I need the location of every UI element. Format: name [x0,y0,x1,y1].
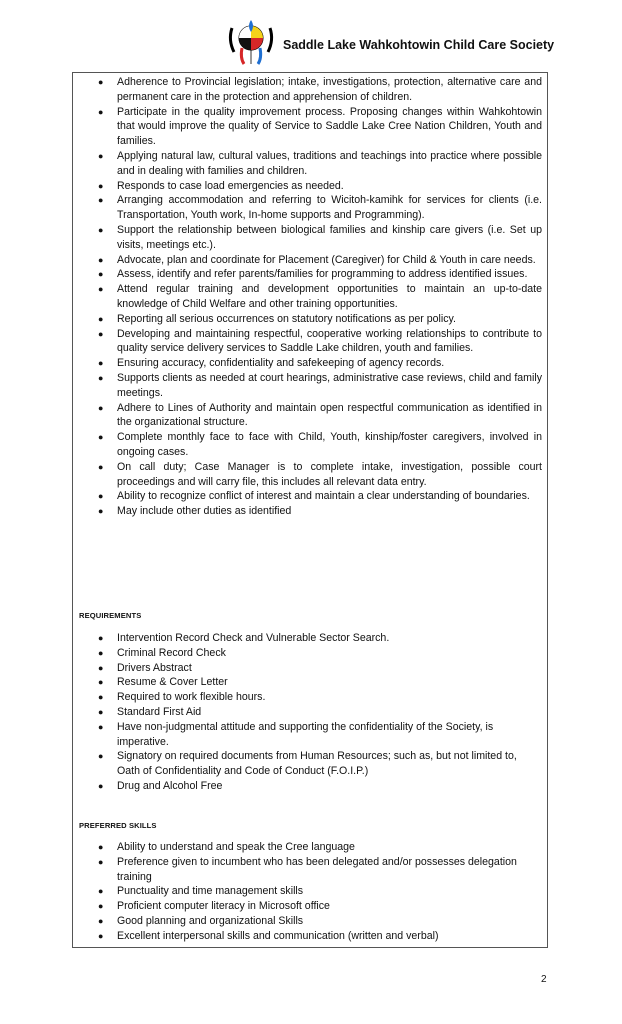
list-item: ● Applying natural law, cultural values, traditions and teachings into practice where possible and in dealing with families and children. [117,149,542,179]
list-item: ● Good planning and organizational Skills [117,914,542,929]
content-frame [72,72,548,948]
list-item: ● Support the relationship between biological families and kinship care givers (i.e. Set up visits, meetings etc.). [117,223,542,253]
list-item: ● Adherence to Provincial legislation; intake, investigations, protection, alternative care and permanent care in the protection and apprehension of children. [117,75,542,105]
preferred-skills-heading: PREFERRED SKILLS [79,821,157,830]
list-item: ● Signatory on required documents from Human Resources; such as, but not limited to, Oath of Confidentiality and Code of Conduct (F.O.I.P.) [117,749,542,779]
list-item: ● Ability to understand and speak the Cree language [117,840,542,855]
list-item: ● Attend regular training and development opportunities to maintain an up-to-date knowledge of Child Welfare and other training opportunities. [117,282,542,312]
page-header [226,18,556,66]
duties-list [117,75,542,519]
list-item: ● Participate in the quality improvement process. Proposing changes within Wahkohtowin that would improve the quality of Service to Saddle Lake Cree Nation Children, Youth and families. [117,105,542,149]
list-item: ● Assess, identify and refer parents/families for programming to address identified issues. [117,267,542,282]
list-item: ● Drug and Alcohol Free [117,779,542,794]
page-number: 2 [541,974,547,985]
list-item: ● Arranging accommodation and referring to Wicitoh-kamihk for services for clients (i.e. Transportation, Youth work, In-home supports and Programming). [117,193,542,223]
list-item: ● Proficient computer literacy in Microsoft office [117,899,542,914]
requirements-list [117,631,542,794]
list-item: ● Intervention Record Check and Vulnerable Sector Search. [117,631,542,646]
medicine-wheel-feather-logo-icon [226,18,276,66]
preferred-skills-list [117,840,542,944]
list-item: ● May include other duties as identified [117,504,542,519]
list-item: ● On call duty; Case Manager is to complete intake, investigation, possible court proceedings and will carry file, this includes all relevant data entry. [117,460,542,490]
list-item: ● Supports clients as needed at court hearings, administrative case reviews, child and family meetings. [117,371,542,401]
list-item: ● Criminal Record Check [117,646,542,661]
list-item: ● Have non-judgmental attitude and supporting the confidentiality of the Society, is imperative. [117,720,542,750]
list-item: ● Advocate, plan and coordinate for Placement (Caregiver) for Child & Youth in care needs. [117,253,542,268]
list-item: ● Punctuality and time management skills [117,884,542,899]
list-item: ● Drivers Abstract [117,661,542,676]
organization-name: Saddle Lake Wahkohtowin Child Care Society [283,38,555,52]
list-item: ● Developing and maintaining respectful, cooperative working relationships to contribute to quality service delivery services to Saddle Lake children, youth and families. [117,327,542,357]
list-item: ● Ability to recognize conflict of interest and maintain a clear understanding of boundaries. [117,489,542,504]
list-item: ● Resume & Cover Letter [117,675,542,690]
list-item: ● Standard First Aid [117,705,542,720]
list-item: ● Preference given to incumbent who has been delegated and/or possesses delegation training [117,855,542,885]
list-item: ● Required to work flexible hours. [117,690,542,705]
list-item: ● Reporting all serious occurrences on statutory notifications as per policy. [117,312,542,327]
list-item: ● Complete monthly face to face with Child, Youth, kinship/foster caregivers, involved in ongoing cases. [117,430,542,460]
list-item: ● Ensuring accuracy, confidentiality and safekeeping of agency records. [117,356,542,371]
list-item: ● Adhere to Lines of Authority and maintain open respectful communication as identified in the organizational structure. [117,401,542,431]
list-item: ● Responds to case load emergencies as needed. [117,179,542,194]
requirements-heading: REQUIREMENTS [79,611,142,620]
list-item: ● Excellent interpersonal skills and communication (written and verbal) [117,929,542,944]
